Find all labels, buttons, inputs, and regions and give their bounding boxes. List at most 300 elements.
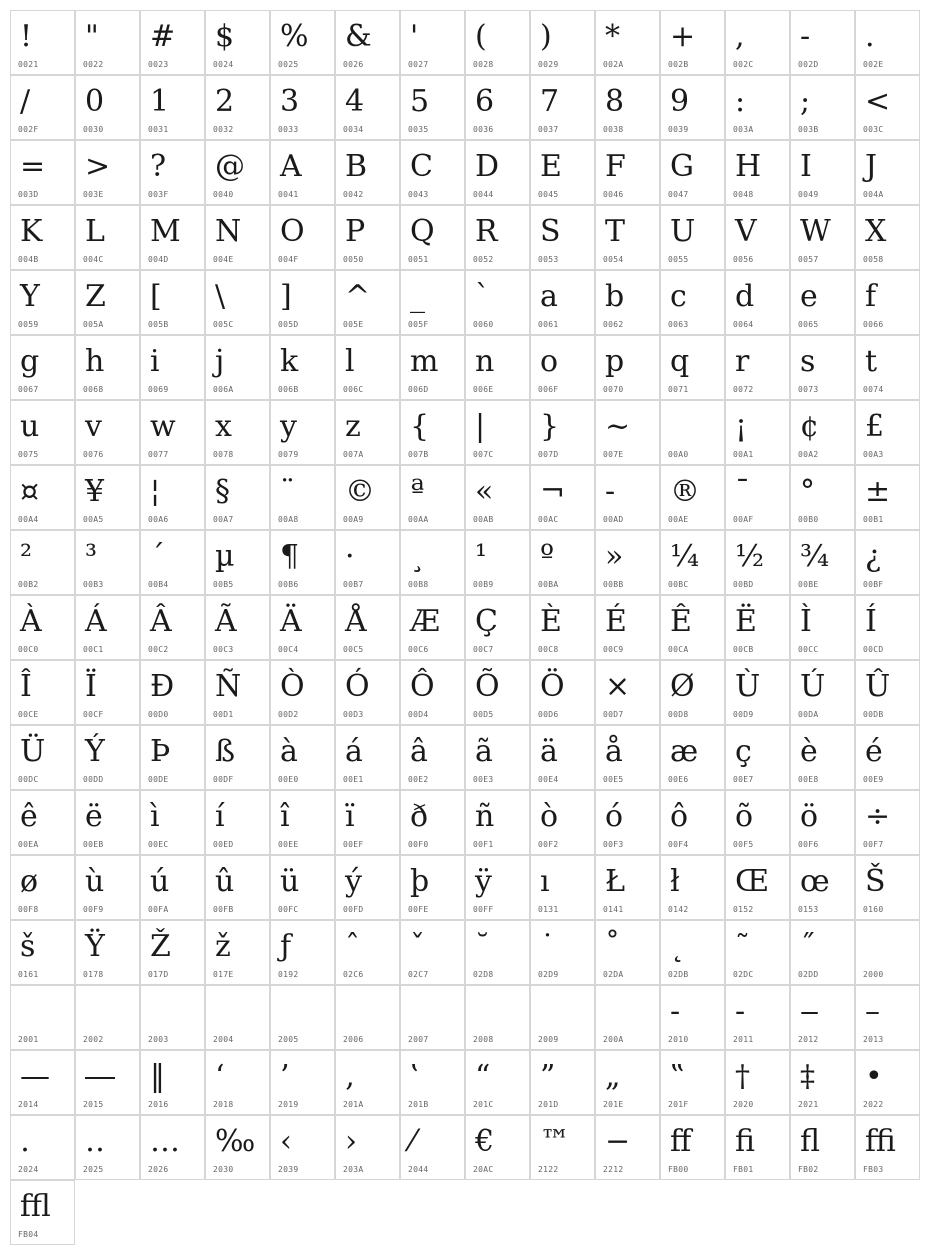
glyph-character: ‛	[410, 1059, 420, 1094]
glyph-character: ù	[85, 864, 105, 899]
glyph-character: ´	[150, 539, 165, 574]
glyph-character: è	[800, 734, 818, 769]
glyph-codepoint: 2021	[798, 1100, 819, 1109]
glyph-codepoint: 006C	[343, 385, 364, 394]
glyph-cell	[335, 10, 400, 75]
glyph-cell	[335, 595, 400, 660]
glyph-cell	[855, 1050, 920, 1115]
glyph-codepoint: 2016	[148, 1100, 169, 1109]
glyph-codepoint: 007A	[343, 450, 364, 459]
glyph-cell	[270, 75, 335, 140]
glyph-codepoint: 0039	[668, 125, 689, 134]
glyph-cell	[855, 855, 920, 920]
glyph-cell	[335, 985, 400, 1050]
glyph-codepoint: 0062	[603, 320, 624, 329]
glyph-character: „	[605, 1059, 621, 1094]
glyph-cell	[465, 790, 530, 855]
glyph-codepoint: 2009	[538, 1035, 559, 1044]
glyph-cell	[725, 10, 790, 75]
glyph-character: ,	[735, 19, 745, 54]
glyph-codepoint: 00F2	[538, 840, 559, 849]
glyph-character: ˚	[605, 929, 620, 964]
glyph-cell	[335, 270, 400, 335]
glyph-codepoint: 00CC	[798, 645, 819, 654]
glyph-cell	[270, 985, 335, 1050]
glyph-character: ?	[150, 149, 167, 184]
glyph-cell	[270, 790, 335, 855]
glyph-character: â	[410, 734, 428, 769]
glyph-character: ‒	[800, 994, 820, 1029]
glyph-cell	[270, 270, 335, 335]
glyph-character: ñ	[475, 799, 495, 834]
glyph-codepoint: 0035	[408, 125, 429, 134]
glyph-character: ˙	[540, 929, 555, 964]
glyph-cell	[205, 335, 270, 400]
glyph-cell	[335, 660, 400, 725]
glyph-character: ë	[85, 799, 103, 834]
glyph-character: §	[215, 474, 230, 509]
glyph-cell	[335, 335, 400, 400]
glyph-codepoint: 004B	[18, 255, 39, 264]
glyph-cell	[335, 205, 400, 270]
glyph-character: ô	[670, 799, 689, 834]
glyph-cell	[270, 10, 335, 75]
glyph-cell	[530, 335, 595, 400]
glyph-character: ﬁ	[735, 1124, 756, 1159]
glyph-cell	[660, 595, 725, 660]
glyph-cell	[465, 725, 530, 790]
glyph-cell	[725, 335, 790, 400]
glyph-character: Ä	[280, 604, 302, 639]
glyph-character: Û	[865, 669, 891, 704]
glyph-codepoint: 0033	[278, 125, 299, 134]
glyph-character: #	[150, 19, 176, 54]
glyph-cell	[530, 270, 595, 335]
glyph-cell	[855, 1115, 920, 1180]
glyph-character: ³	[85, 539, 98, 574]
glyph-character: o	[540, 344, 559, 379]
glyph-character: 3	[280, 84, 300, 119]
glyph-character	[865, 928, 880, 966]
glyph-cell	[465, 465, 530, 530]
glyph-cell	[790, 725, 855, 790]
glyph-codepoint: 00A1	[733, 450, 754, 459]
glyph-character: a	[540, 279, 558, 314]
glyph-character: »	[605, 539, 624, 574]
glyph-codepoint: 0065	[798, 320, 819, 329]
glyph-character: ™	[540, 1124, 570, 1159]
glyph-character: ©	[345, 474, 375, 509]
glyph-character: T	[605, 214, 626, 249]
glyph-cell	[205, 465, 270, 530]
glyph-cell	[595, 140, 660, 205]
glyph-codepoint: 00ED	[213, 840, 234, 849]
glyph-cell	[10, 725, 75, 790]
glyph-character: €	[475, 1124, 495, 1159]
glyph-codepoint: 2003	[148, 1035, 169, 1044]
glyph-codepoint: FB01	[733, 1165, 754, 1174]
glyph-character: ¯	[735, 474, 750, 509]
glyph-cell	[530, 660, 595, 725]
glyph-cell	[790, 400, 855, 465]
glyph-character: 2	[215, 84, 235, 119]
glyph-codepoint: 0142	[668, 905, 689, 914]
glyph-codepoint: 00B1	[863, 515, 884, 524]
glyph-cell	[465, 660, 530, 725]
glyph-codepoint: 200A	[603, 1035, 624, 1044]
glyph-cell	[400, 75, 465, 140]
glyph-character: J	[865, 149, 878, 184]
glyph-character: ―	[85, 1059, 115, 1094]
glyph-character: 8	[605, 84, 625, 119]
glyph-character: œ	[800, 864, 830, 899]
glyph-codepoint: 00E2	[408, 775, 429, 784]
glyph-cell	[140, 660, 205, 725]
glyph-cell	[205, 855, 270, 920]
glyph-character: À	[20, 604, 42, 639]
glyph-cell	[530, 530, 595, 595]
glyph-cell	[660, 140, 725, 205]
glyph-cell	[595, 660, 660, 725]
glyph-character: V	[735, 214, 757, 249]
glyph-character: æ	[670, 734, 699, 769]
glyph-codepoint: 00AA	[408, 515, 429, 524]
glyph-character: >	[85, 149, 111, 184]
glyph-codepoint: 0076	[83, 450, 104, 459]
glyph-character: f	[865, 279, 877, 314]
glyph-codepoint: 00F0	[408, 840, 429, 849]
glyph-cell	[335, 75, 400, 140]
glyph-codepoint: FB03	[863, 1165, 884, 1174]
glyph-codepoint: 0037	[538, 125, 559, 134]
glyph-codepoint: 00BD	[733, 580, 754, 589]
glyph-codepoint: 005E	[343, 320, 364, 329]
glyph-codepoint: 0047	[668, 190, 689, 199]
glyph-grid	[10, 10, 920, 1245]
glyph-cell	[75, 10, 140, 75]
glyph-character: á	[345, 734, 363, 769]
glyph-codepoint: 201A	[343, 1100, 364, 1109]
glyph-character: U	[670, 214, 696, 249]
glyph-codepoint: 203A	[343, 1165, 364, 1174]
glyph-character: ˘	[475, 929, 490, 964]
glyph-character: •	[865, 1059, 883, 1094]
glyph-cell	[205, 920, 270, 985]
glyph-character: G	[670, 149, 694, 184]
glyph-character: å	[605, 734, 623, 769]
glyph-cell	[725, 1050, 790, 1115]
glyph-cell	[140, 335, 205, 400]
glyph-cell	[205, 75, 270, 140]
glyph-codepoint: 00AC	[538, 515, 559, 524]
glyph-character: {	[410, 409, 430, 444]
glyph-character: @	[215, 149, 245, 184]
glyph-codepoint: 005D	[278, 320, 299, 329]
glyph-character: _	[410, 279, 425, 314]
glyph-cell	[140, 270, 205, 335]
glyph-character: `	[475, 279, 490, 314]
glyph-character: 0	[85, 84, 105, 119]
glyph-codepoint: 004F	[278, 255, 299, 264]
glyph-codepoint: 00EF	[343, 840, 364, 849]
glyph-character: ‐	[670, 994, 681, 1029]
glyph-codepoint: 00BC	[668, 580, 689, 589]
glyph-cell	[400, 140, 465, 205]
glyph-cell	[270, 1050, 335, 1115]
glyph-cell	[530, 140, 595, 205]
glyph-character: z	[345, 409, 361, 444]
glyph-codepoint: 00CB	[733, 645, 754, 654]
glyph-cell	[660, 920, 725, 985]
glyph-codepoint: 201F	[668, 1100, 689, 1109]
glyph-character: '	[410, 19, 419, 54]
glyph-cell	[10, 270, 75, 335]
glyph-cell	[400, 335, 465, 400]
glyph-codepoint: 00C9	[603, 645, 624, 654]
glyph-character: D	[475, 149, 500, 184]
glyph-codepoint: 004C	[83, 255, 104, 264]
glyph-cell	[140, 855, 205, 920]
glyph-character: ˜	[735, 929, 750, 964]
glyph-character: é	[865, 734, 883, 769]
glyph-codepoint: 00B8	[408, 580, 429, 589]
glyph-codepoint: 0022	[83, 60, 104, 69]
glyph-cell	[400, 790, 465, 855]
glyph-codepoint: 00E8	[798, 775, 819, 784]
glyph-cell	[660, 270, 725, 335]
glyph-character: Þ	[150, 734, 171, 769]
glyph-codepoint: 00AE	[668, 515, 689, 524]
glyph-cell	[205, 985, 270, 1050]
glyph-codepoint: 00FC	[278, 905, 299, 914]
glyph-codepoint: 00F8	[18, 905, 39, 914]
glyph-cell	[205, 530, 270, 595]
glyph-cell	[140, 10, 205, 75]
glyph-character: =	[20, 149, 46, 184]
glyph-character: C	[410, 149, 433, 184]
glyph-character: ˝	[800, 929, 815, 964]
glyph-codepoint: 00FD	[343, 905, 364, 914]
glyph-character: ¤	[20, 474, 40, 509]
glyph-character: 7	[540, 84, 560, 119]
glyph-cell	[270, 335, 335, 400]
glyph-codepoint: 0070	[603, 385, 624, 394]
glyph-codepoint: 00D2	[278, 710, 299, 719]
glyph-character: õ	[735, 799, 754, 834]
glyph-cell	[465, 400, 530, 465]
glyph-cell	[75, 205, 140, 270]
glyph-character: ˆ	[345, 929, 360, 964]
glyph-character: Ô	[410, 669, 435, 704]
glyph-cell	[790, 270, 855, 335]
glyph-cell	[855, 140, 920, 205]
glyph-cell	[790, 595, 855, 660]
glyph-codepoint: 2001	[18, 1035, 39, 1044]
glyph-codepoint: 0066	[863, 320, 884, 329]
glyph-character: Ñ	[215, 669, 242, 704]
glyph-character: Å	[345, 604, 367, 639]
glyph-codepoint: 0052	[473, 255, 494, 264]
glyph-cell	[400, 855, 465, 920]
glyph-cell	[205, 725, 270, 790]
glyph-character: 5	[410, 84, 430, 119]
glyph-cell	[790, 790, 855, 855]
glyph-codepoint: 00CE	[18, 710, 39, 719]
glyph-cell	[75, 790, 140, 855]
glyph-character: ł	[670, 864, 680, 899]
glyph-cell	[595, 75, 660, 140]
glyph-codepoint: 00DF	[213, 775, 234, 784]
glyph-codepoint: 02C7	[408, 970, 429, 979]
glyph-character: Í	[865, 604, 877, 639]
glyph-character: š	[20, 929, 36, 964]
glyph-character: ò	[540, 799, 559, 834]
glyph-codepoint: 00BE	[798, 580, 819, 589]
glyph-codepoint: 0060	[473, 320, 494, 329]
glyph-codepoint: 2004	[213, 1035, 234, 1044]
glyph-character: v	[85, 409, 102, 444]
glyph-codepoint: 0021	[18, 60, 39, 69]
glyph-character: b	[605, 279, 625, 314]
glyph-character: Ł	[605, 864, 626, 899]
glyph-character: h	[85, 344, 105, 379]
glyph-cell	[205, 790, 270, 855]
glyph-codepoint: 004D	[148, 255, 169, 264]
glyph-cell	[400, 10, 465, 75]
glyph-character	[670, 408, 680, 446]
glyph-cell	[75, 725, 140, 790]
glyph-character: Ü	[20, 734, 46, 769]
glyph-cell	[595, 270, 660, 335]
glyph-cell	[855, 400, 920, 465]
glyph-codepoint: 00AF	[733, 515, 754, 524]
glyph-codepoint: 00A0	[668, 450, 689, 459]
glyph-cell	[75, 400, 140, 465]
glyph-codepoint: 003C	[863, 125, 884, 134]
glyph-codepoint: 00C3	[213, 645, 234, 654]
glyph-codepoint: 00E7	[733, 775, 754, 784]
glyph-codepoint: 0053	[538, 255, 559, 264]
glyph-character: ﬃ	[865, 1124, 896, 1159]
glyph-codepoint: 006E	[473, 385, 494, 394]
glyph-character: Õ	[475, 669, 500, 704]
glyph-codepoint: 0048	[733, 190, 754, 199]
glyph-cell	[660, 790, 725, 855]
glyph-codepoint: 00B9	[473, 580, 494, 589]
glyph-codepoint: 2019	[278, 1100, 299, 1109]
glyph-character: ÿ	[475, 864, 492, 899]
glyph-character: ÷	[865, 799, 891, 834]
glyph-cell	[725, 75, 790, 140]
glyph-character: Ÿ	[85, 929, 105, 964]
glyph-cell	[75, 465, 140, 530]
glyph-character: E	[540, 149, 562, 184]
glyph-character: )	[540, 19, 552, 54]
glyph-codepoint: 0031	[148, 125, 169, 134]
glyph-character: Ó	[345, 669, 370, 704]
glyph-codepoint: 0025	[278, 60, 299, 69]
glyph-codepoint: FB04	[18, 1230, 39, 1239]
glyph-cell	[530, 920, 595, 985]
glyph-codepoint: FB00	[668, 1165, 689, 1174]
glyph-character: –	[865, 994, 880, 1029]
glyph-codepoint: 004E	[213, 255, 234, 264]
glyph-cell	[465, 920, 530, 985]
glyph-character: q	[670, 344, 690, 379]
glyph-cell	[10, 855, 75, 920]
glyph-codepoint: 2013	[863, 1035, 884, 1044]
glyph-character: H	[735, 149, 762, 184]
glyph-character: ƒ	[280, 929, 292, 964]
glyph-cell	[335, 530, 400, 595]
glyph-character: ß	[215, 734, 236, 769]
glyph-character: F	[605, 149, 626, 184]
glyph-cell	[790, 75, 855, 140]
glyph-cell	[855, 660, 920, 725]
glyph-character: :	[735, 84, 746, 119]
glyph-character: ï	[345, 799, 355, 834]
glyph-cell	[725, 985, 790, 1050]
glyph-codepoint: 00DB	[863, 710, 884, 719]
glyph-cell	[10, 660, 75, 725]
glyph-codepoint: 0046	[603, 190, 624, 199]
glyph-cell	[595, 10, 660, 75]
glyph-codepoint: 00B4	[148, 580, 169, 589]
glyph-cell	[335, 855, 400, 920]
glyph-character	[215, 993, 225, 1031]
glyph-cell	[725, 920, 790, 985]
glyph-codepoint: 007E	[603, 450, 624, 459]
glyph-cell	[10, 790, 75, 855]
glyph-cell	[205, 400, 270, 465]
glyph-character: ‖	[150, 1059, 165, 1094]
glyph-cell	[855, 270, 920, 335]
glyph-character: ﬂ	[800, 1124, 821, 1159]
glyph-codepoint: 002D	[798, 60, 819, 69]
glyph-character: *	[605, 19, 620, 54]
glyph-character: É	[605, 604, 627, 639]
glyph-cell	[270, 140, 335, 205]
glyph-character: B	[345, 149, 368, 184]
glyph-cell	[270, 205, 335, 270]
glyph-character: Ú	[800, 669, 826, 704]
glyph-codepoint: 00F7	[863, 840, 884, 849]
glyph-cell	[75, 855, 140, 920]
glyph-character	[280, 993, 288, 1031]
glyph-codepoint: 00F6	[798, 840, 819, 849]
glyph-character	[150, 993, 180, 1031]
glyph-cell	[400, 595, 465, 660]
glyph-cell	[140, 530, 205, 595]
glyph-cell	[530, 855, 595, 920]
glyph-cell	[335, 725, 400, 790]
glyph-cell	[10, 1115, 75, 1180]
glyph-codepoint: 00D5	[473, 710, 494, 719]
glyph-character: r	[735, 344, 750, 379]
glyph-codepoint: 0152	[733, 905, 754, 914]
glyph-codepoint: 017E	[213, 970, 234, 979]
glyph-codepoint: 0030	[83, 125, 104, 134]
glyph-character: -	[605, 474, 616, 509]
glyph-codepoint: 0069	[148, 385, 169, 394]
glyph-codepoint: 00F5	[733, 840, 754, 849]
glyph-codepoint: 0041	[278, 190, 299, 199]
glyph-cell	[140, 985, 205, 1050]
glyph-character: †	[735, 1059, 750, 1094]
glyph-character: A	[280, 149, 302, 184]
glyph-character	[475, 993, 485, 1031]
glyph-codepoint: 2026	[148, 1165, 169, 1174]
